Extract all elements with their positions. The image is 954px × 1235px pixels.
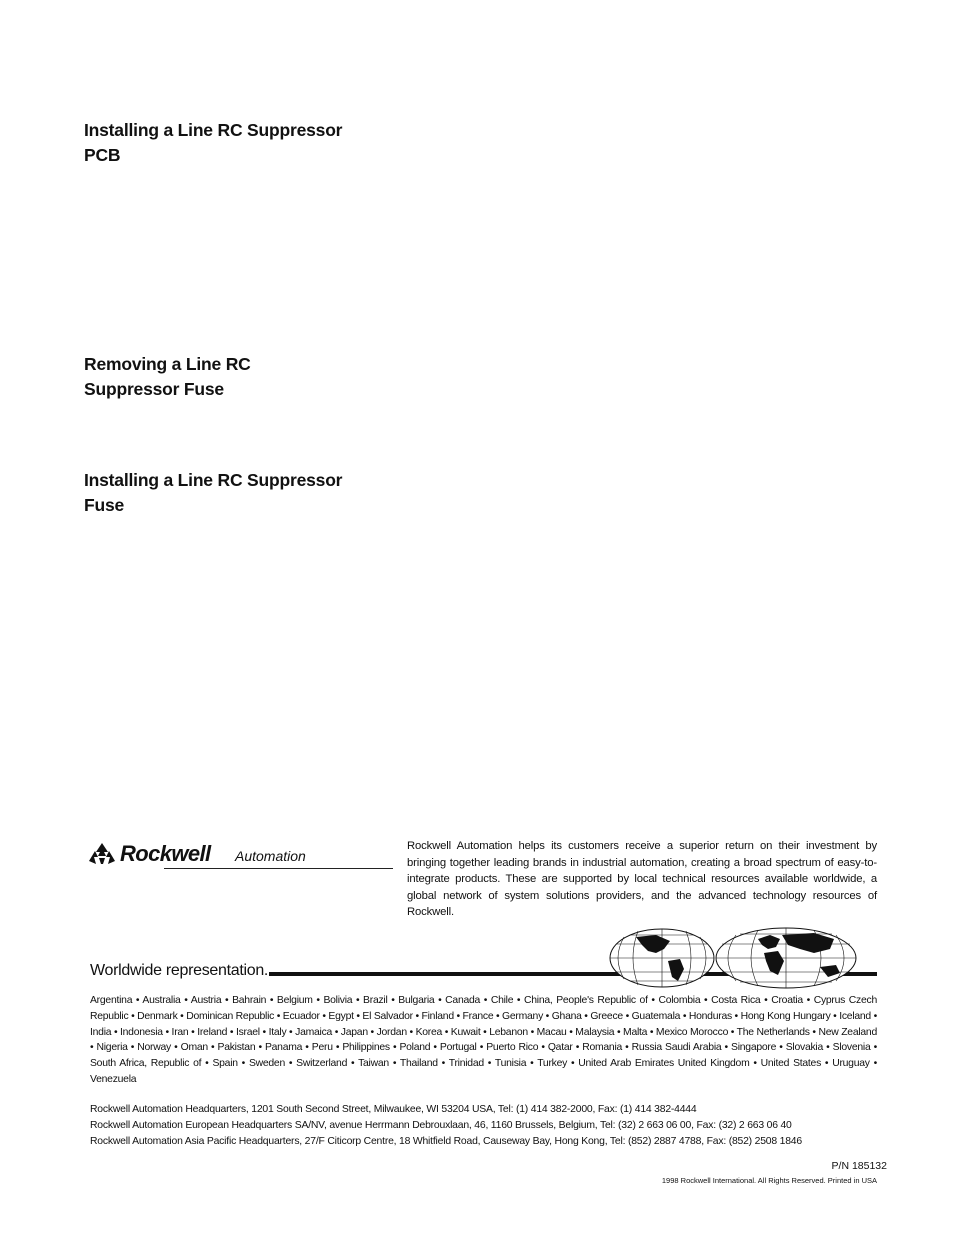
world-map-globes-icon	[608, 927, 858, 989]
heading-line: Suppressor Fuse	[84, 379, 224, 399]
rockwell-automation-logo	[88, 840, 393, 870]
section-heading-installing-pcb	[84, 118, 342, 168]
heading-line: Installing a Line RC Suppressor	[84, 470, 343, 490]
heading-line: Installing a Line RC Suppressor	[84, 120, 343, 140]
company-blurb: Rockwell Automation helps its customers receive a superior return on their investment by bringing together leading brands in industrial automation, creating a broad spectrum of easy-to-integrate products. These are supported by local technical resources available worldwide, a global network of system solutions providers, and the advanced technology resources of Rockwell.	[407, 840, 877, 918]
headquarters-entry: Rockwell Automation European Headquarters SA/NV, avenue Herrmann Debrouxlaan, 46, 1160 Brussels, Belgium, Tel: (32) 2 663 06 00, Fax: (32) 2 663 06 40	[90, 1119, 792, 1131]
heading-line: PCB	[84, 145, 121, 165]
copyright-notice: 1998 Rockwell International. All Rights Reserved. Printed in USA	[661, 1176, 877, 1185]
section-heading-installing-fuse	[84, 468, 342, 518]
worldwide-title: Worldwide representation.	[90, 962, 269, 979]
logo-sub-text: Automation	[235, 848, 306, 864]
logo-underline	[164, 868, 393, 869]
rockwell-logo-icon	[88, 843, 116, 865]
heading-line: Removing a Line RC	[84, 354, 251, 374]
section-heading-removing-fuse	[84, 352, 251, 402]
part-number: P/N 185132	[831, 1160, 887, 1172]
headquarters-entry: Rockwell Automation Asia Pacific Headquarters, 27/F Citicorp Centre, 18 Whitfield Road, Causeway Bay, Hong Kong, Tel: (852) 2887 4788, Fax: (852) 2508 1846	[90, 1135, 802, 1147]
headquarters-entry: Rockwell Automation Headquarters, 1201 South Second Street, Milwaukee, WI 53204 USA, Tel: (1) 414 382-2000, Fax: (1) 414 382-4444	[90, 1104, 697, 1115]
headquarters-list	[90, 1102, 877, 1149]
logo-brand-text: Rockwell	[120, 841, 211, 866]
countries-list: Argentina • Australia • Austria • Bahrain • Belgium • Bolivia • Brazil • Bulgaria • Canada • Chile • China, People's Republic of • Colombia • Costa Rica • Croatia • Cyprus Czech Republic • Denmark • Dominican Republic • Ecuador • Egypt • El Salvador • Finland • France • Germany • Ghana • Greece • Guatemala • Honduras • Hong Kong Hungary • Iceland • India • Indonesia • Iran • Ireland • Israel • Italy • Jamaica • Japan • Jordan • Korea • Kuwait • Lebanon • Macau • Malaysia • Malta • Mexico Morocco • The Netherlands • New Zealand • Nigeria • Norway • Oman • Pakistan • Panama • Peru • Philippines • Poland • Portugal • Puerto Rico • Qatar • Romania • Russia Saudi Arabia • Singapore • Slovakia • Slovenia • South Africa, Republic of • Spain • Sweden • Switzerland • Taiwan • Thailand • Trinidad • Tunisia • Turkey • United Arab Emirates United Kingdom • United States • Uruguay • Venezuela	[90, 995, 877, 1085]
heading-line: Fuse	[84, 495, 125, 515]
